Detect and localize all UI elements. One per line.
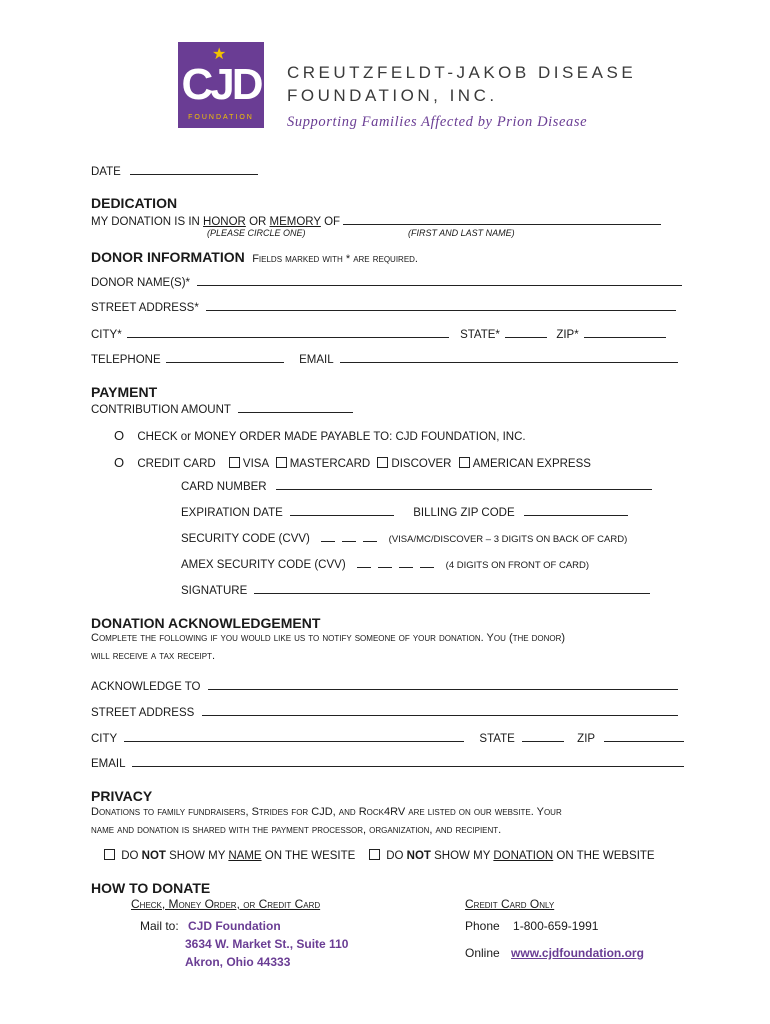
date-field[interactable] xyxy=(130,164,258,175)
amex-digit-2[interactable] xyxy=(378,557,392,568)
required-note: Fields marked with * are required. xyxy=(252,253,418,265)
org-name-line2: FOUNDATION, INC. xyxy=(287,86,498,105)
dedication-name-field[interactable] xyxy=(343,214,661,225)
date-label: DATE xyxy=(91,166,121,178)
ack-city-row: CITY STATE ZIP xyxy=(91,731,684,745)
donor-email-field[interactable] xyxy=(340,352,678,363)
star-icon: ★ xyxy=(212,46,227,63)
hide-donation-checkbox[interactable] xyxy=(369,849,380,860)
amex-digit-3[interactable] xyxy=(399,557,413,568)
cvv-digit-3[interactable] xyxy=(363,531,377,542)
ack-street-field[interactable] xyxy=(202,705,678,716)
honor-option[interactable]: HONOR xyxy=(203,216,246,228)
amount-field[interactable] xyxy=(238,402,353,413)
org-name-line1: CREUTZFELDT-JAKOB DISEASE xyxy=(287,63,637,82)
privacy-option-donation: DO NOT SHOW MY DONATION ON THE WEBSITE xyxy=(369,849,655,862)
privacy-heading: PRIVACY xyxy=(91,788,153,804)
dedication-heading: DEDICATION xyxy=(91,195,178,211)
name-hint: (FIRST AND LAST NAME) xyxy=(408,228,515,238)
website-link[interactable]: www.cjdfoundation.org xyxy=(511,946,644,960)
card-number-field[interactable] xyxy=(276,479,652,490)
billing-zip-field[interactable] xyxy=(524,505,628,516)
ack-heading: DONATION ACKNOWLEDGEMENT xyxy=(91,615,321,631)
hide-name-checkbox[interactable] xyxy=(104,849,115,860)
security-hint: (VISA/MC/DISCOVER – 3 DIGITS ON BACK OF CARD) xyxy=(388,534,628,545)
amex-digit-1[interactable] xyxy=(357,557,371,568)
dedication-row: MY DONATION IS IN HONOR OR MEMORY OF xyxy=(91,214,661,228)
mastercard-checkbox[interactable] xyxy=(276,457,287,468)
logo-mark xyxy=(178,42,264,128)
ack-email-row: EMAIL xyxy=(91,756,684,770)
check-radio[interactable]: O xyxy=(114,428,125,443)
donor-heading: DONOR INFORMATION xyxy=(91,249,245,265)
ack-state-field[interactable] xyxy=(522,731,564,742)
org-tagline: Supporting Families Affected by Prion Disease xyxy=(287,114,588,130)
amount-row: CONTRIBUTION AMOUNT xyxy=(91,402,353,416)
phone-number: 1-800-659-1991 xyxy=(513,919,599,933)
how-col1-heading: Check, Money Order, or Credit Card xyxy=(131,897,321,911)
ack-desc-2: will receive a tax receipt. xyxy=(91,650,216,662)
visa-checkbox[interactable] xyxy=(229,457,240,468)
amex-security-row: AMEX SECURITY CODE (CVV) (4 DIGITS ON FRONT OF CARD) xyxy=(181,559,590,571)
credit-radio[interactable]: O xyxy=(114,455,125,470)
logo-text: CJD xyxy=(181,60,261,109)
ack-street-row: STREET ADDRESS xyxy=(91,705,678,719)
security-row: SECURITY CODE (CVV) (VISA/MC/DISCOVER – 3 DIGITS ON BACK OF CARD) xyxy=(181,533,628,545)
donor-city-row: CITY* STATE* ZIP* xyxy=(91,327,666,341)
ack-to-row: ACKNOWLEDGE TO xyxy=(91,679,678,693)
donor-street-field[interactable] xyxy=(206,300,676,311)
mail-street: 3634 W. Market St., Suite 110 xyxy=(185,937,349,951)
discover-checkbox[interactable] xyxy=(377,457,388,468)
expiration-field[interactable] xyxy=(290,505,394,516)
online-row: Online www.cjdfoundation.org xyxy=(465,946,644,960)
donor-zip-field[interactable] xyxy=(584,327,666,338)
donor-heading-row xyxy=(91,249,418,267)
logo-subtext: FOUNDATION xyxy=(188,114,254,121)
ack-zip-field[interactable] xyxy=(604,731,684,742)
ack-email-field[interactable] xyxy=(132,756,684,767)
memory-option[interactable]: MEMORY xyxy=(269,216,321,228)
donor-contact-row: TELEPHONE EMAIL xyxy=(91,352,678,366)
card-number-row: CARD NUMBER xyxy=(181,479,652,493)
ack-to-field[interactable] xyxy=(208,679,678,690)
donor-state-field[interactable] xyxy=(505,327,547,338)
circle-hint: (PLEASE CIRCLE ONE) xyxy=(207,228,306,238)
cvv-digit-2[interactable] xyxy=(342,531,356,542)
signature-row: SIGNATURE xyxy=(181,583,650,597)
date-row xyxy=(91,164,258,178)
amex-digit-4[interactable] xyxy=(420,557,434,568)
check-option-row: O CHECK or MONEY ORDER MADE PAYABLE TO: CJD FOUNDATION, INC. xyxy=(114,428,526,443)
donor-city-field[interactable] xyxy=(127,327,449,338)
phone-row: Phone 1-800-659-1991 xyxy=(465,919,599,933)
how-col2-heading: Credit Card Only xyxy=(465,897,555,911)
how-heading: HOW TO DONATE xyxy=(91,880,211,896)
cvv-digit-1[interactable] xyxy=(321,531,335,542)
expiration-row: EXPIRATION DATE BILLING ZIP CODE xyxy=(181,505,628,519)
signature-field[interactable] xyxy=(254,583,650,594)
ack-desc-1: Complete the following if you would like us to notify someone of your donation. You (the donor) xyxy=(91,632,566,644)
mail-city: Akron, Ohio 44333 xyxy=(185,955,291,969)
mail-label: Mail to: xyxy=(140,919,179,933)
ack-city-field[interactable] xyxy=(124,731,464,742)
donor-name-row: DONOR NAME(S)* xyxy=(91,275,682,289)
mail-name: CJD Foundation xyxy=(188,919,281,933)
privacy-desc-2: name and donation is shared with the payment processor, organization, and recipient. xyxy=(91,824,502,836)
donor-phone-field[interactable] xyxy=(166,352,284,363)
privacy-desc-1: Donations to family fundraisers, Strides for CJD, and Rock4RV are listed on our website. Your xyxy=(91,806,562,818)
donor-name-field[interactable] xyxy=(197,275,682,286)
privacy-option-name: DO NOT SHOW MY NAME ON THE WESITE xyxy=(104,849,355,862)
credit-option-row: O CREDIT CARD VISA MASTERCARD DISCOVER AMERICAN EXPRESS xyxy=(114,455,591,470)
amex-checkbox[interactable] xyxy=(459,457,470,468)
payment-heading: PAYMENT xyxy=(91,384,158,400)
donor-street-row: STREET ADDRESS* xyxy=(91,300,676,314)
amex-hint: (4 DIGITS ON FRONT OF CARD) xyxy=(445,560,590,571)
